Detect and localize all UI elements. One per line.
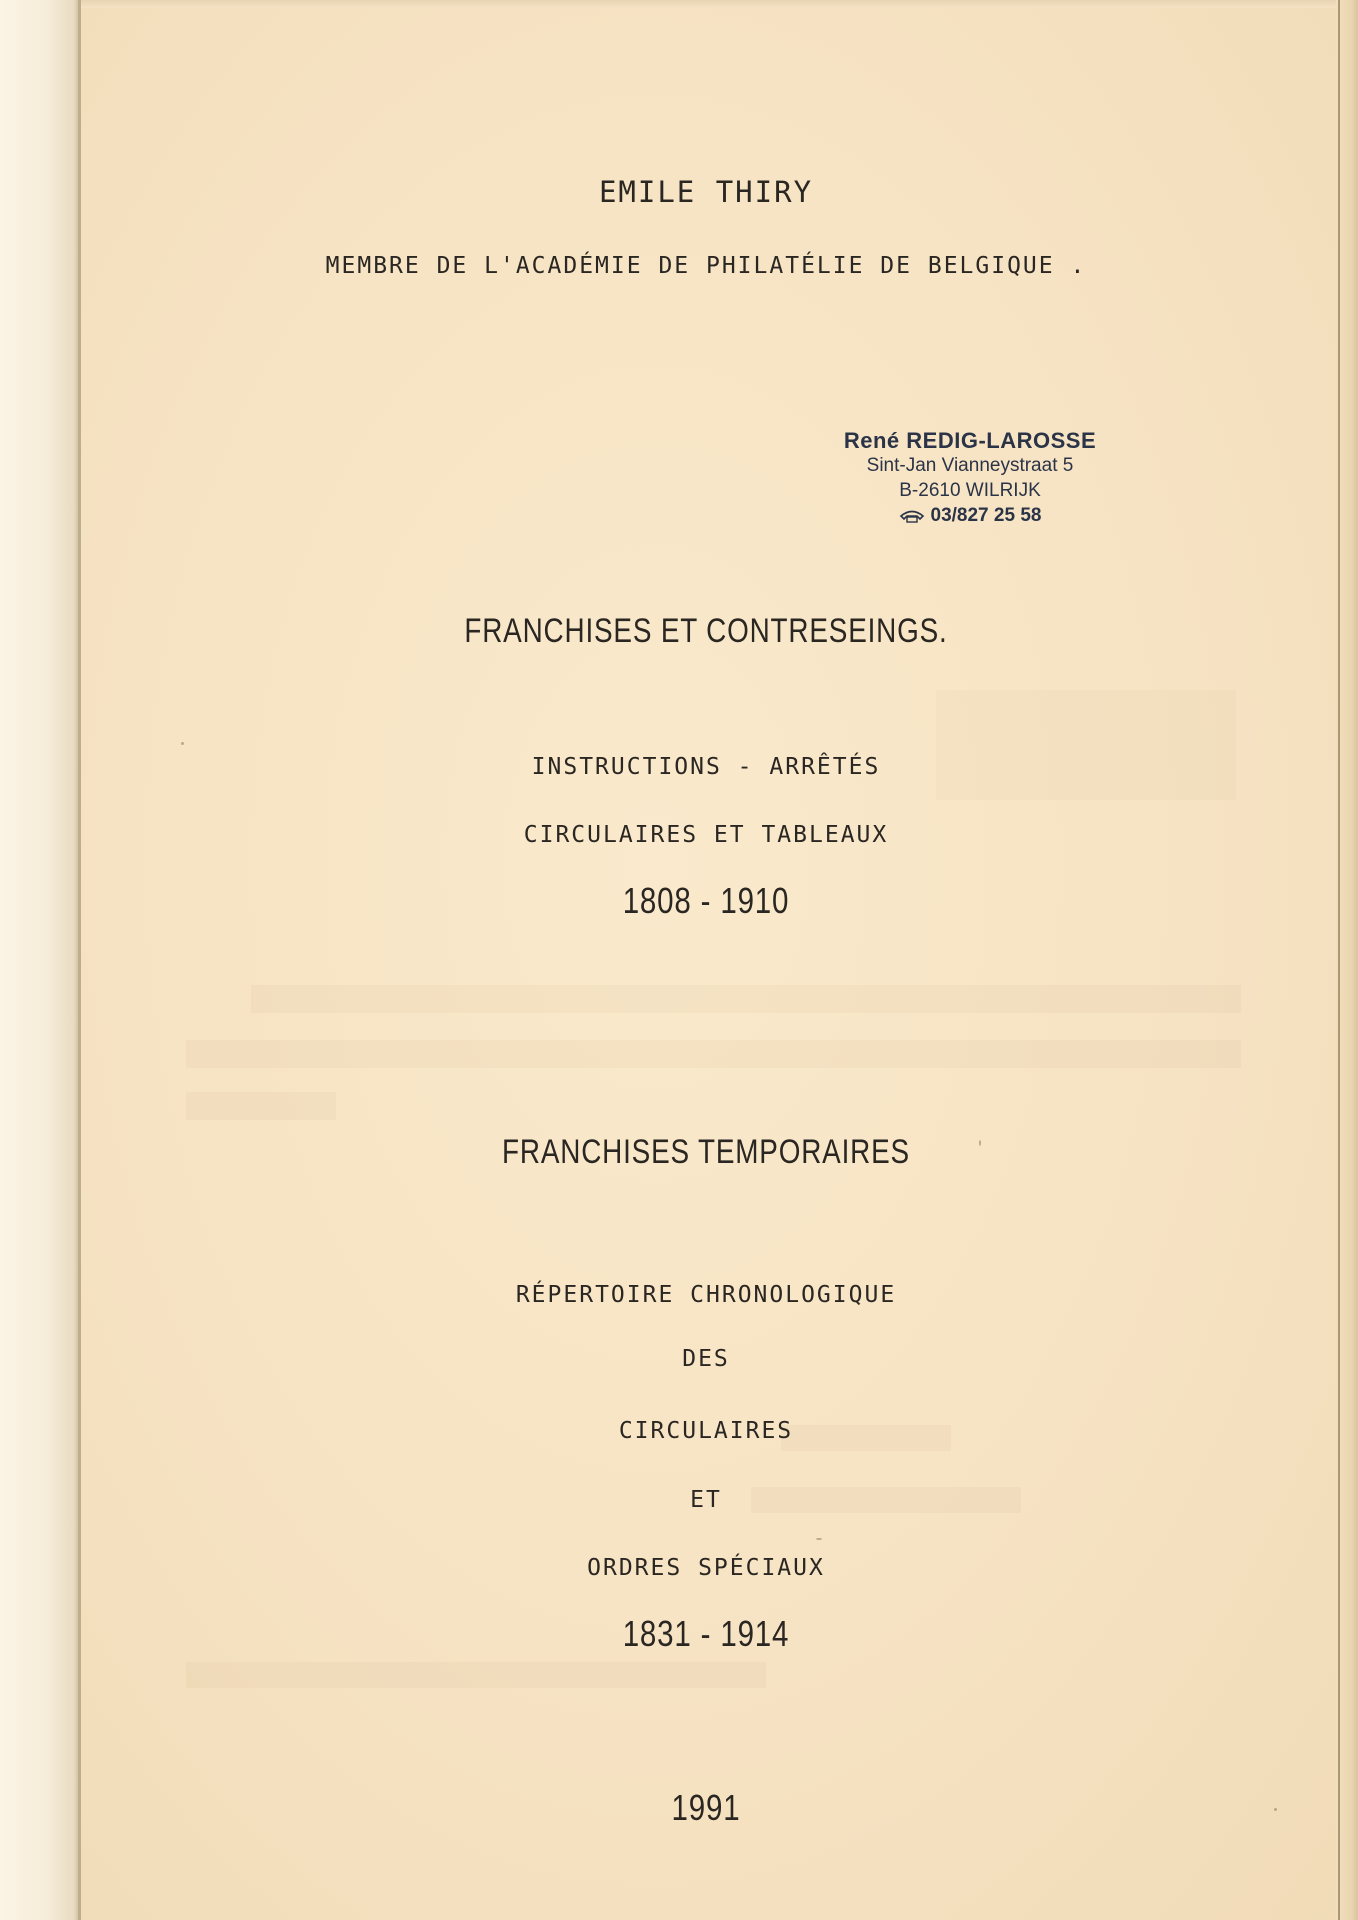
section2-line1: RÉPERTOIRE CHRONOLOGIQUE — [515, 1282, 897, 1308]
section2-line4: ET — [690, 1487, 722, 1513]
paper-speck — [181, 742, 184, 745]
section2-line5: ORDRES SPÉCIAUX — [587, 1555, 825, 1581]
page-top-edge — [81, 0, 1358, 8]
section2-line2: DES — [682, 1346, 730, 1372]
author-membership: MEMBRE DE L'ACADÉMIE DE PHILATÉLIE DE BELGIQUE . — [325, 253, 1087, 279]
telephone-icon — [899, 509, 925, 523]
author-name: EMILE THIRY — [598, 175, 814, 209]
paper-speck — [816, 1538, 822, 1540]
page-right-line — [1338, 0, 1340, 1920]
stamp-name: René REDIG-LAROSSE — [843, 428, 1097, 453]
paper-speck — [979, 1140, 981, 1146]
stamp-street: Sint-Jan Vianneystraat 5 — [866, 455, 1074, 476]
section1-line1: INSTRUCTIONS - ARRÊTÉS — [531, 754, 881, 780]
publication-year: 1991 — [671, 1787, 741, 1828]
show-through-line — [251, 985, 1241, 1013]
section1-line2: CIRCULAIRES ET TABLEAUX — [523, 822, 889, 848]
stamp-phone: 03/827 25 58 — [930, 505, 1042, 526]
paper-speck — [1274, 1808, 1277, 1811]
stamp-phone-row — [820, 503, 1120, 528]
address-stamp — [820, 428, 1120, 528]
show-through-line — [186, 1040, 1241, 1068]
section2-title: FRANCHISES TEMPORAIRES — [502, 1133, 910, 1171]
section2-line3: CIRCULAIRES — [618, 1418, 794, 1444]
show-through-stamp — [936, 690, 1236, 800]
section1-years: 1808 - 1910 — [622, 880, 790, 921]
page — [81, 0, 1358, 1920]
show-through-line — [186, 1662, 766, 1688]
stamp-city: B-2610 WILRIJK — [899, 480, 1041, 501]
binding-strip — [0, 0, 80, 1920]
section1-title: FRANCHISES ET CONTRESEINGS. — [464, 612, 948, 650]
show-through-line — [186, 1092, 336, 1120]
section2-years: 1831 - 1914 — [622, 1613, 790, 1654]
